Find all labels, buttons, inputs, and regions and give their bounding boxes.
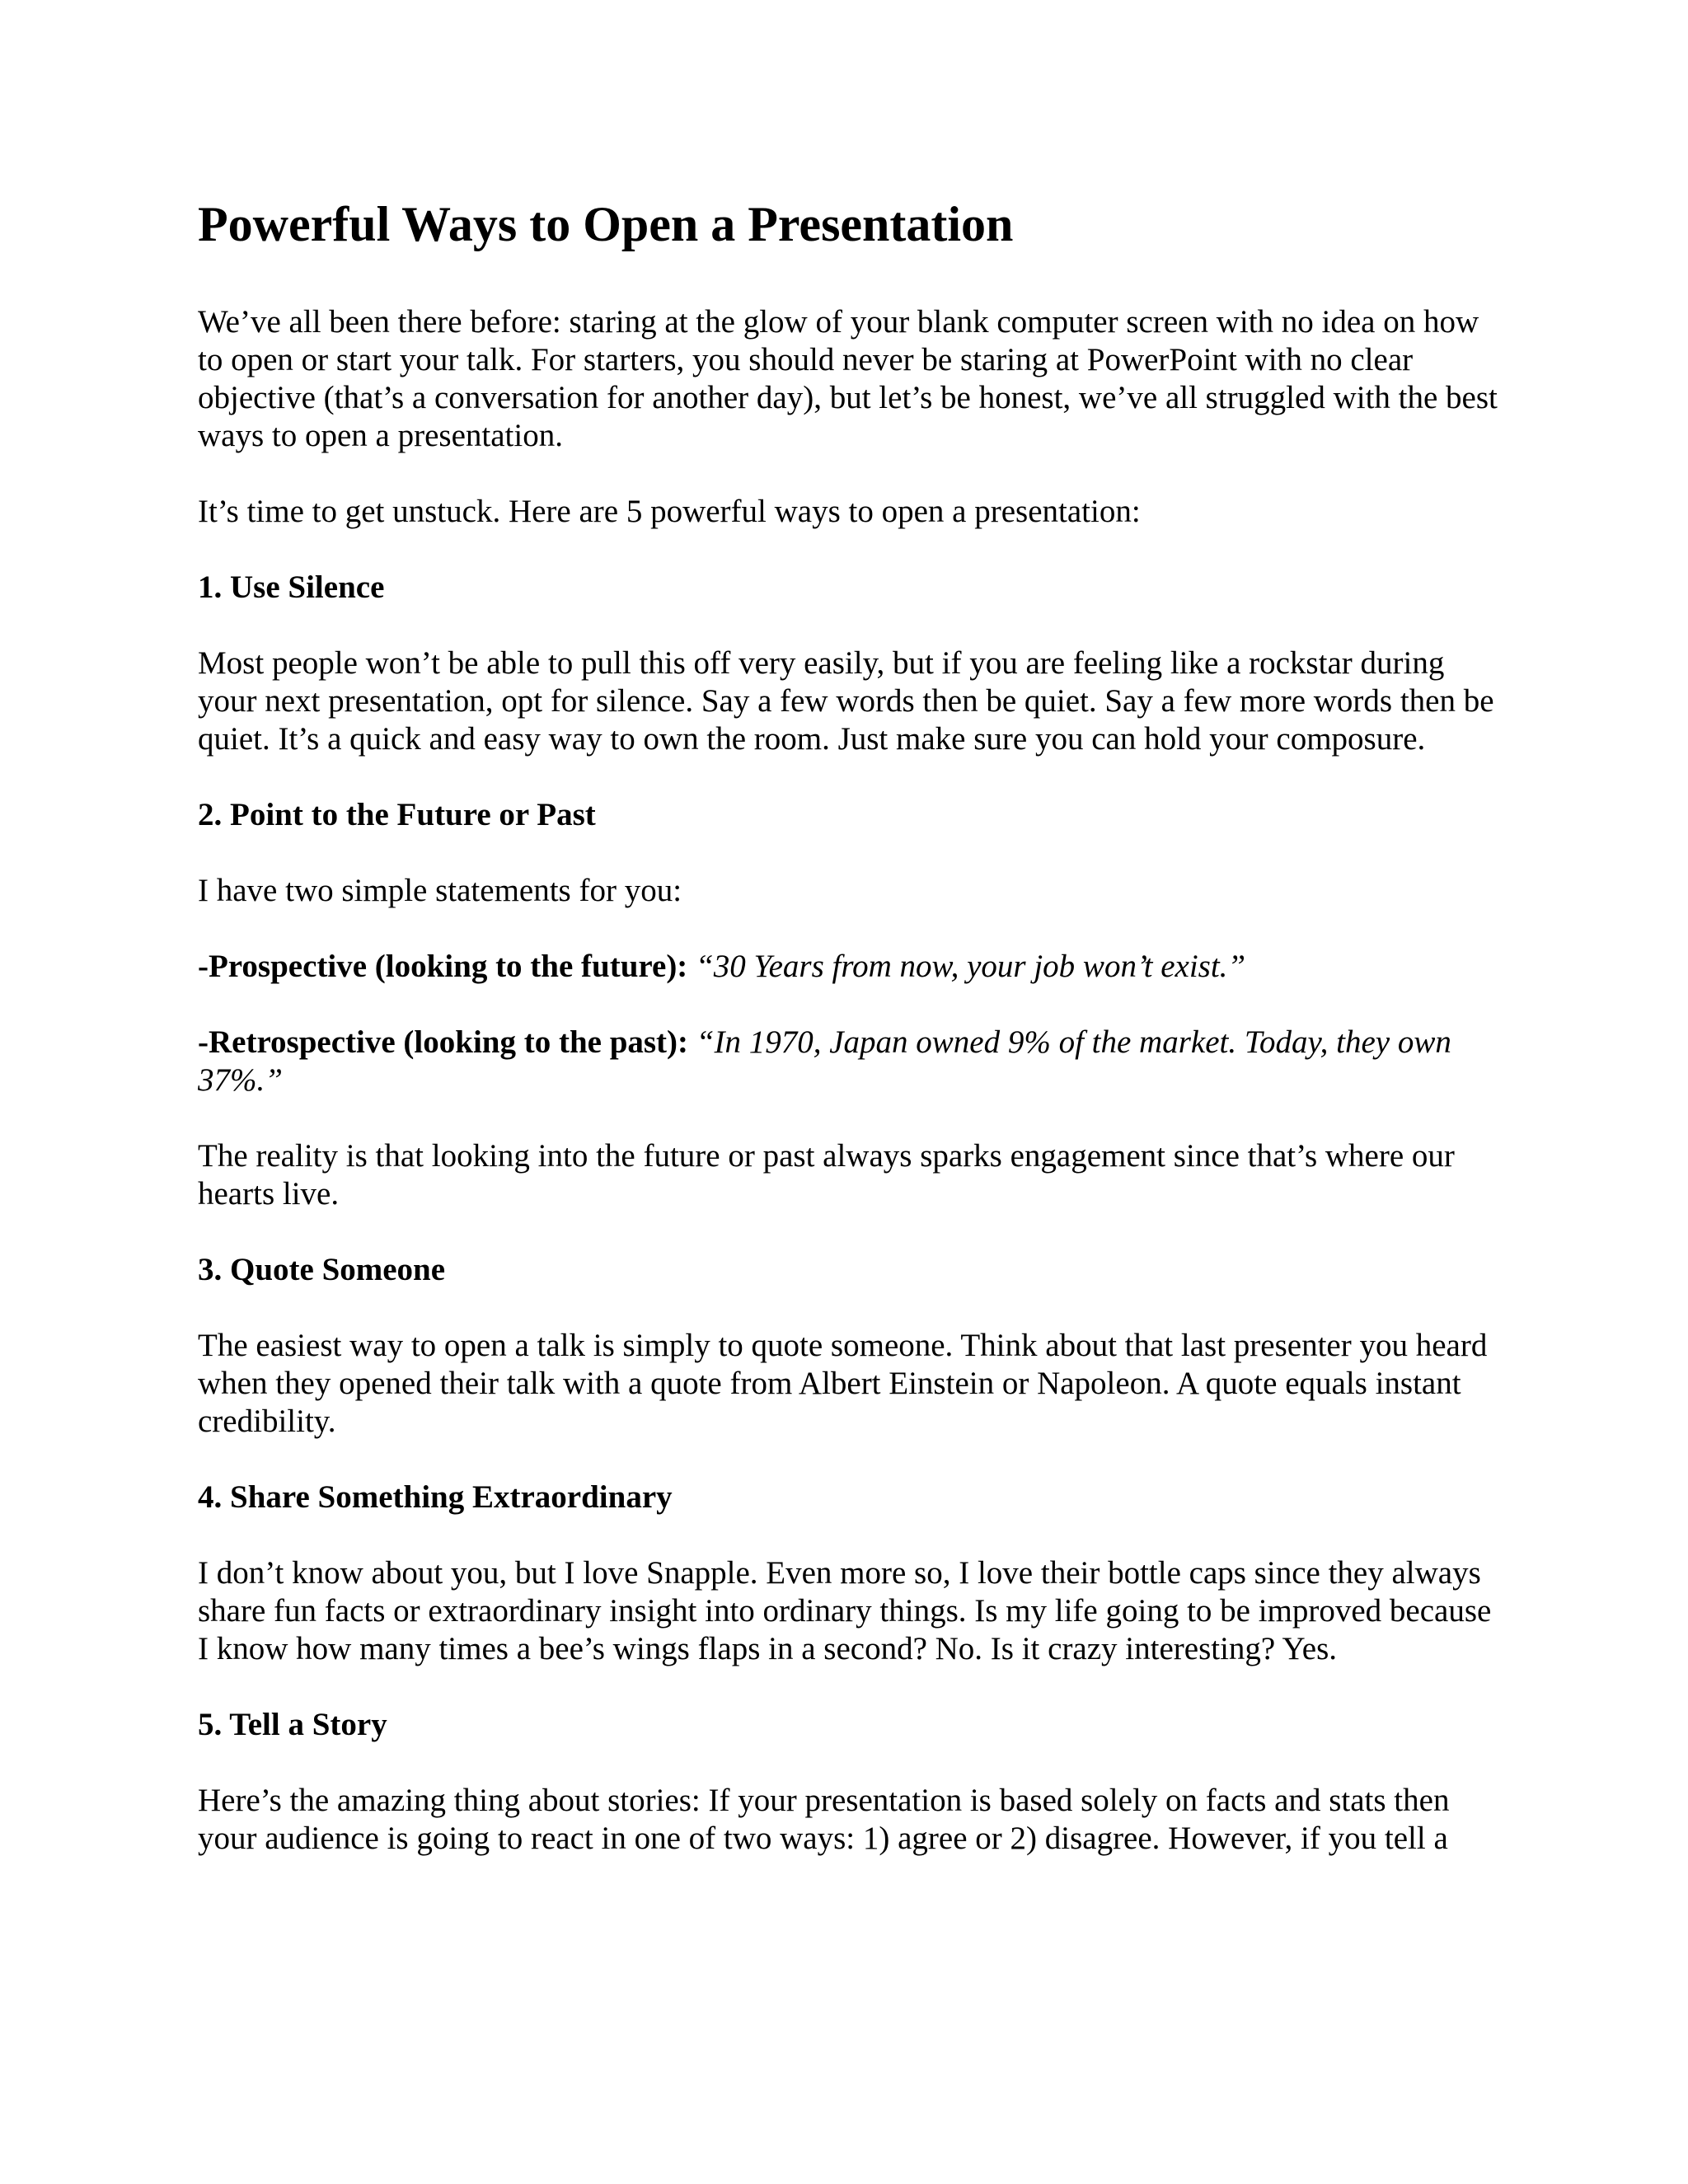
prospective-statement [198, 948, 1500, 986]
prospective-quote: “30 Years from now, your job won’t exist.” [696, 949, 1246, 984]
section-heading-future-or-past: 2. Point to the Future or Past [198, 797, 596, 832]
section-heading-quote-someone: 3. Quote Someone [198, 1252, 446, 1287]
section-body-use-silence: Most people won’t be able to pull this off very easily, but if you are feeling like a rockstar during your next presentation, opt for silence. Say a few words then be quiet. Say a few more words then be quiet. It’s a quick and easy way to own the room. Just make sure you can hold your composure. [198, 645, 1494, 757]
document-page [198, 194, 1500, 1896]
prospective-label: -Prospective (looking to the future): [198, 949, 688, 984]
section-body-quote-someone: The easiest way to open a talk is simply to quote someone. Think about that last presenter you heard when they opened their talk with a quote from Albert Einstein or Napoleon. A quote equals instant credibility. [198, 1328, 1488, 1439]
retrospective-statement [198, 1024, 1500, 1099]
section-body-future-or-past: The reality is that looking into the future or past always sparks engagement since that’s where our hearts live. [198, 1138, 1455, 1212]
retrospective-label: -Retrospective (looking to the past): [198, 1024, 689, 1060]
retrospective-quote: “In 1970, Japan owned 9% of the market. Today, they own 37%.” [198, 1024, 1451, 1098]
intro-paragraph: We’ve all been there before: staring at the glow of your blank computer screen with no idea on how to open or start your talk. For starters, you should never be staring at PowerPoint with no clear objective (that’s a conversation for another day), but let’s be honest, we’ve all struggled with the best ways to open a presentation. [198, 304, 1498, 453]
intro-lead-paragraph: It’s time to get unstuck. Here are 5 powerful ways to open a presentation: [198, 494, 1141, 529]
section-heading-share-extraordinary: 4. Share Something Extraordinary [198, 1479, 673, 1515]
section-heading-use-silence: 1. Use Silence [198, 569, 385, 605]
section-heading-tell-a-story: 5. Tell a Story [198, 1707, 387, 1742]
document-title: Powerful Ways to Open a Presentation [198, 197, 1014, 251]
section-body-tell-a-story: Here’s the amazing thing about stories: If your presentation is based solely on facts and stats then your audience is going to react in one of two ways: 1) agree or 2) disagree. However, if you tell a [198, 1783, 1450, 1856]
section-lead-future-or-past: I have two simple statements for you: [198, 873, 682, 908]
section-body-share-extraordinary: I don’t know about you, but I love Snapple. Even more so, I love their bottle caps since they always share fun facts or extraordinary insight into ordinary things. Is my life going to be improved because I know how many times a bee’s wings flaps in a second? No. Is it crazy interesting? Yes. [198, 1555, 1492, 1666]
